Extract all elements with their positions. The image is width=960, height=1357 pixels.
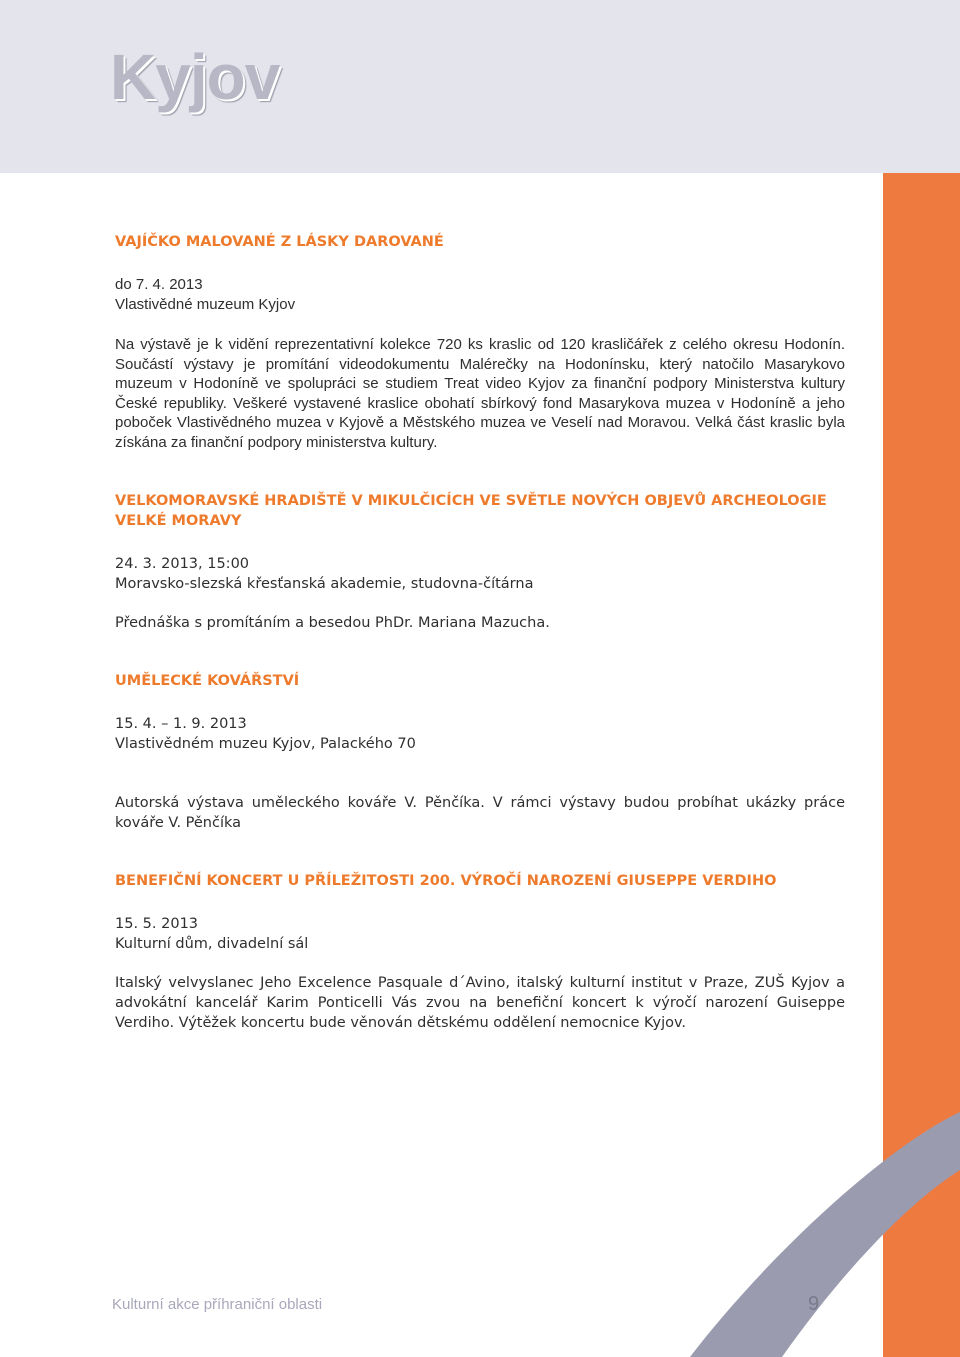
article-meta (115, 714, 845, 754)
article-title: VAJÍČKO MALOVANÉ Z LÁSKY DAROVANÉ (115, 234, 444, 250)
article-body: Na výstavě je k vidění reprezentativní kolekce 720 ks kraslic od 120 krasličářek z celého okresu Hodonín. Součástí výstavy je promítání videodokumentu Malérečky na Hodonínsku, který natočilo Masarykovo muzeum v Hodoníně ve spolupráci se studiem Treat video Kyjov za finanční podpory Ministerstva kultury České republiky. Veškeré vystavené kraslice obohatí sbírkový fond Masarykova muzea v Hodoníně a jeho poboček Vlastivědného muzea v Kyjově a Městského muzea ve Veselí nad Moravou. Velká část kraslic byla získána za finanční podpory ministerstva kultury. (115, 336, 845, 451)
page-number: 9 (808, 1293, 820, 1315)
article-title: VELKOMORAVSKÉ HRADIŠTĚ V MIKULČICÍCH VE SVĚTLE NOVÝCH OBJEVŮ ARCHEOLOGIE VELKÉ MORAVY (115, 492, 827, 529)
article-venue: Moravsko-slezská křesťanská akademie, studovna-čítárna (115, 575, 534, 592)
article-meta (115, 275, 845, 315)
article-blacksmithing (115, 671, 845, 833)
article-date: 24. 3. 2013, 15:00 (115, 555, 250, 572)
article-date: 15. 4. – 1. 9. 2013 (115, 716, 247, 733)
article-title: BENEFIČNÍ KONCERT U PŘÍLEŽITOSTI 200. VÝROČÍ NAROZENÍ GIUSEPPE VERDIHO (115, 873, 777, 890)
article-date: 15. 5. 2013 (115, 916, 199, 933)
header-title: Kyjov (110, 41, 280, 113)
article-body: Autorská výstava uměleckého kováře V. Pěnčíka. V rámci výstavy budou probíhat ukázky práce kováře V. Pěnčíka (115, 795, 845, 831)
article-venue: Kulturní dům, divadelní sál (115, 936, 309, 953)
article-title: UMĚLECKÉ KOVÁŘSTVÍ (115, 673, 300, 690)
article-venue: Vlastivědném muzeu Kyjov, Palackého 70 (115, 736, 416, 753)
main-content (115, 232, 845, 1033)
article-venue: Vlastivědné muzeum Kyjov (115, 296, 296, 313)
article-egg-exhibition (115, 232, 845, 453)
article-body: Přednáška s promítáním a besedou PhDr. Mariana Mazucha. (115, 614, 550, 631)
article-body: Italský velvyslanec Jeho Excelence Pasquale d´Avino, italský kulturní institut v Praze, ZUŠ Kyjov a advokátní kancelář Karim Ponticelli Vás zvou na benefiční koncert k výročí narození Guiseppe Verdiho. Výtěžek koncertu bude věnován dětskému oddělení nemocnice Kyjov. (115, 975, 845, 1031)
article-verdi-concert (115, 871, 845, 1033)
article-mikulcice-lecture (115, 491, 845, 634)
article-date: do 7. 4. 2013 (115, 276, 203, 293)
footer-text: Kulturní akce příhraniční oblasti (112, 1296, 323, 1313)
article-meta (115, 554, 845, 594)
article-meta (115, 914, 845, 954)
